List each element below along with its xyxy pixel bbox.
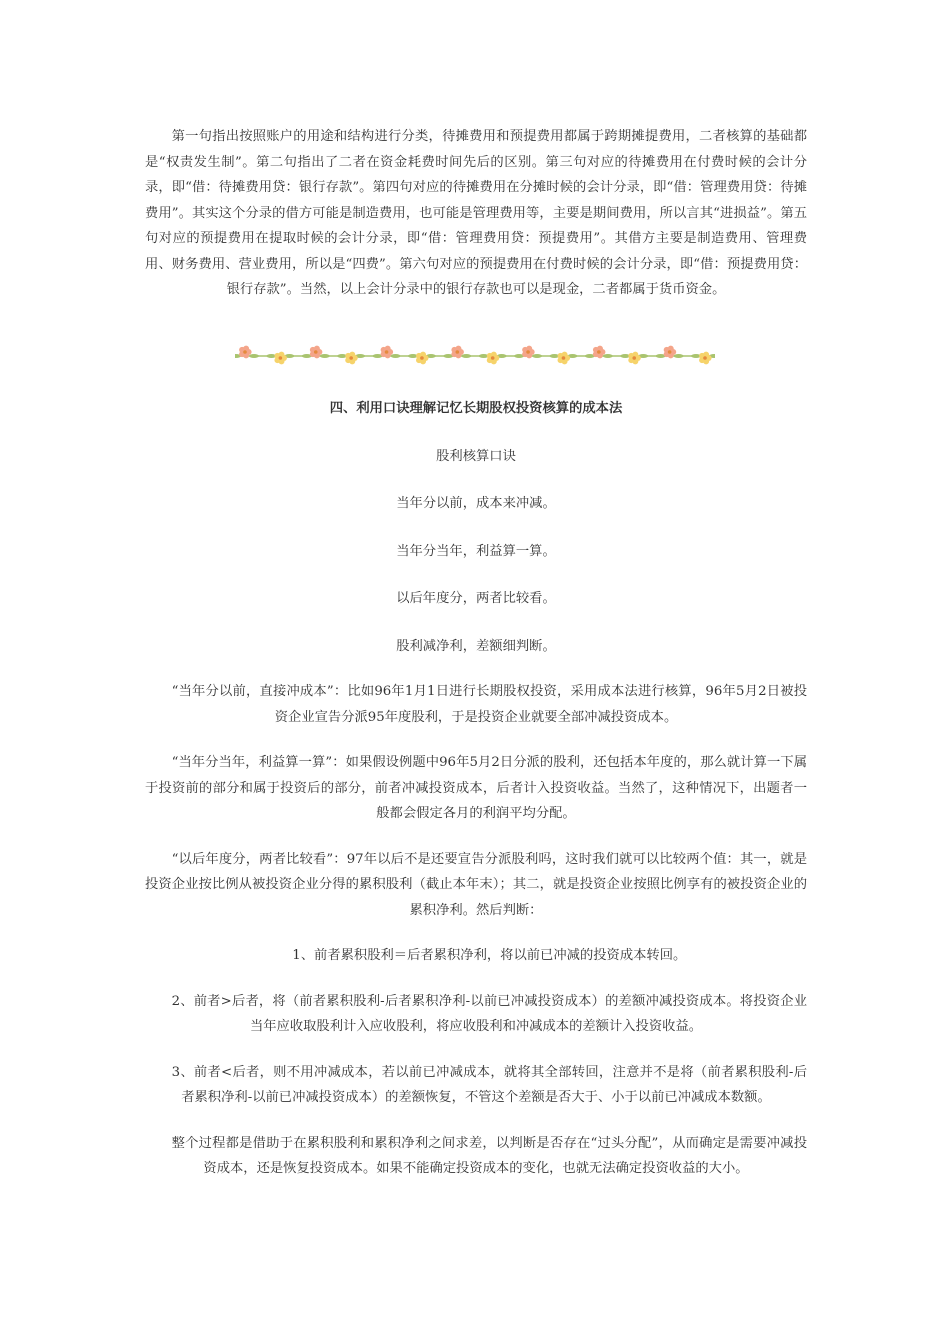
flower-icon [408,352,436,365]
flower-icon [443,346,471,359]
flower-divider [235,340,715,370]
flower-icon [691,352,715,365]
flower-icon [656,346,684,359]
paragraph-explain-1: “当年分以前，直接冲成本”：比如96年1月1日进行长期股权投资，采用成本法进行核算，96年5月2日被投资企业宣告分派95年度股利，于是投资企业就要全部冲减投资成本。 [171,684,807,725]
verse-line-2: 当年分当年，利益算一算。 [396,543,556,559]
verse-line-3: 以后年度分，两者比较看。 [396,591,556,606]
flower-vine-icon [235,340,715,370]
flower-icon [266,352,294,365]
paragraph-explain-3: “以后年度分，两者比较看”：97年以后不是还要宣告分派股利吗，这时我们就可以比较两个值：其一，就是投资企业按比例从被投资企业分得的累积股利（截止本年末）；其二，就是投资企业按照比例享有的被投资企业的累积净利。然后判断： [145,851,807,918]
flower-icon [235,346,259,359]
verse-line-4: 股利减净利，差额细判断。 [396,638,556,654]
list-item-equal: 1、前者累积股利＝后者累积净利，将以前已冲减的投资成本转回。 [292,948,687,963]
verse-title: 股利核算口诀 [436,448,516,464]
flower-icon [373,346,401,359]
section-cost-method [145,396,807,1182]
flower-icon [479,352,507,365]
flower-icon [620,352,648,365]
paragraph-accruals: 第一句指出按照账户的用途和结构进行分类，待摊费用和预提费用都属于跨期摊提费用，二者核算的基础都是“权责发生制”。第二句指出了二者在资金耗费时间先后的区别。第三句对应的待摊费用在付费时候的会计分录，即“借：待摊费用贷：银行存款”。第四句对应的待摊费用在分摊时候的会计分录，即“借：管理费用贷：待摊费用”。其实这个分录的借方可能是制造费用，也可能是管理费用等，主要是期间费用，所以言其“进损益”。第五句对应的预提费用在提取时候的会计分录，即“借：管理费用贷：预提费用”。其借方主要是制造费用、管理费用、财务费用、营业费用，所以是“四费”。第六句对应的预提费用在付费时候的会计分录，即“借：预提费用贷：银行存款”。当然，以上会计分录中的银行存款也可以是现金，二者都属于货币资金。 [145,129,807,297]
verse-line-1: 当年分以前，成本来冲减。 [396,496,556,511]
flower-icon [549,352,577,365]
section-heading: 四、利用口诀理解记忆长期股权投资核算的成本法 [329,401,623,416]
flower-icon [302,346,330,359]
list-item-less: 3、前者<后者，则不用冲减成本，若以前已冲减成本，就将其全部转回，注意并不是将（前者累积股利-后者累积净利-以前已冲减投资成本）的差额恢复，不管这个差额是否大于、小于以前已冲减成本数额。 [171,1064,807,1105]
paragraph-summary: 整个过程都是借助于在累积股利和累积净利之间求差，以判断是否存在“过头分配”，从而确定是需要冲减投资成本，还是恢复投资成本。如果不能确定投资成本的变化，也就无法确定投资收益的大小。 [171,1135,807,1176]
list-item-greater: 2、前者>后者，将（前者累积股利-后者累积净利-以前已冲减投资成本）的差额冲减投资成本。将投资企业当年应收取股利计入应收股利，将应收股利和冲减成本的差额计入投资收益。 [171,993,807,1034]
paragraph-explain-2: “当年分当年，利益算一算”：如果假设例题中96年5月2日分派的股利，还包括本年度的，那么就计算一下属于投资前的部分和属于投资后的部分，前者冲减投资成本，后者计入投资收益。当然了，这种情况下，出题者一般都会假定各月的利润平均分配。 [145,755,807,821]
document-content [145,124,807,303]
flower-icon [585,346,613,359]
flower-icon [514,346,542,359]
flower-icon [337,352,365,365]
